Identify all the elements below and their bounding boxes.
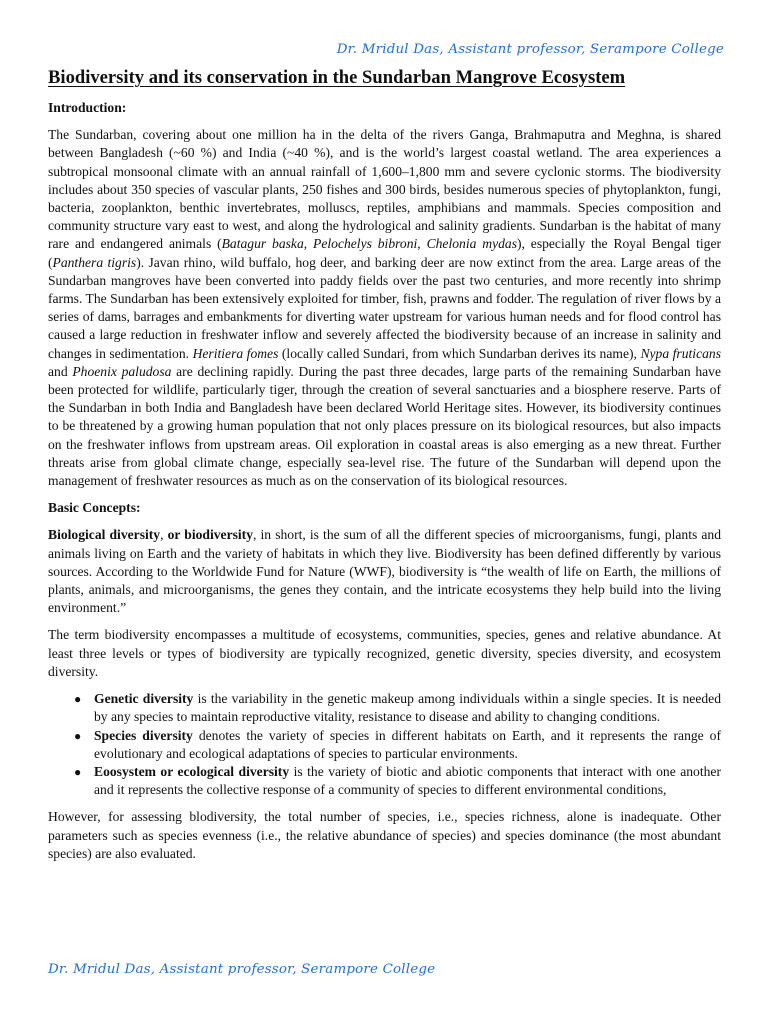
key-term: Eoosystem or ecological diversity	[94, 763, 290, 779]
basic-concepts-heading: Basic Concepts:	[48, 500, 141, 516]
header-author-note: Dr. Mridul Das, Assistant professor, Serampore College	[336, 42, 724, 57]
biodiversity-definition-paragraph: Biological diversity, or biodiversity, in short, is the sum of all the different species of microorganisms, fungi, plants and animals living on Earth and the variety of habitats in which they live. Biodiversity has been defined differently by various sources. According to the Worldwide Fund for Nature (WWF), biodiversity is “the wealth of life on Earth, the millions of plants, animals, and microorganisms, the genes they contain, and the intricate ecosystems they help build into the living environment.”	[48, 527, 721, 616]
species-name: Panthera tigris	[52, 254, 137, 270]
key-term: Genetic diversity	[94, 691, 194, 707]
list-item: ● Species diversity denotes the variety of species in different habitats on Earth, and it represents the range of evolutionary and ecological adaptations of species to particular environments.	[74, 727, 721, 761]
key-term: Species diversity	[94, 727, 193, 743]
assessment-paragraph: However, for assessing blodiversity, the total number of species, i.e., species richness, alone is inadequate. Other parameters such as species evenness (i.e., the relative abundance of species) and species dominance (the most abundant species) are also evaluated.	[48, 809, 721, 861]
bullet-icon: ●	[74, 728, 82, 743]
introduction-paragraph: The Sundarban, covering about one million ha in the delta of the rivers Ganga, Brahmaputra and Meghna, is shared between Bangladesh (~60 %) and India (~40 %), and is the world’s largest coastal wetland. The area experiences a subtropical monsoonal climate with an annual rainfall of 1,600–1,800 mm and severe cyclonic storms. The biodiversity includes about 350 species of vascular plants, 250 fishes and 300 birds, besides numerous species of phytoplankton, fungi, bacteria, zooplankton, benthic invertebrates, molluscs, reptiles, amphibians and mammals. Species composition and community structure vary east to west, and along the hydrological and salinity gradients. Sundarban is the habitat of many rare and endangered animals (Batagur baska, Pelochelys bibroni, Chelonia mydas), especially the Royal Bengal tiger (Panthera tigris). Javan rhino, wild buffalo, hog deer, and barking deer are now extinct from the area. Large areas of the Sundarban mangroves have been converted into paddy fields over the past two centuries, and more recently into shrimp farms. The Sundarban has been extensively exploited for timber, fish, prawns and fodder. The regulation of river flows by a series of dams, barrages and embankments for diverting water upstream for various human needs and for flood control has caused a large reduction in freshwater inflow and severely affected the biodiversity because of an increase in salinity and changes in sedimentation. Heritiera fomes (locally called Sundari, from which Sundarban derives its name), Nypa fruticans and Phoenix paludosa are declining rapidly. During the past three decades, large parts of the remaining Sundarban have been protected for wildlife, particularly tiger, through the creation of several sanctuaries and a biosphere reserve. Parts of the Sundarban in both India and Bangladesh have been declared World Heritage sites. However, its biodiversity continues to be threatened by a growing human population that not only places pressure on its biological resources, but also impacts on the freshwater inflows from upstream areas. Oil exploration in coastal areas is also emerging as a new threat. Further threats arise from global climate change, especially sea-level rise. The future of the Sundarban will depend upon the management of freshwater resources as much as on the conservation of its biological resources.	[48, 127, 722, 489]
key-term: Biological diversity	[48, 527, 161, 543]
list-item: ● Genetic diversity is the variability in the genetic makeup among individuals within a single species. It is needed by any species to maintain reproductive vitality, resistance to disease and ability to changing conditions.	[74, 691, 721, 725]
species-name: Phoenix paludosa	[72, 363, 172, 379]
bullet-icon: ●	[74, 764, 82, 779]
footer-author-note: Dr. Mridul Das, Assistant professor, Serampore College	[48, 962, 436, 977]
document-body	[48, 99, 721, 872]
species-name: Heritiera fomes	[192, 345, 279, 361]
species-name: Pelochelys bibroni	[313, 236, 418, 252]
species-name: Batagur baska	[221, 236, 304, 252]
document-title: Biodiversity and its conservation in the Sundarban Mangrove Ecosystem	[48, 67, 626, 88]
list-item: ● Eoosystem or ecological diversity is the variety of biotic and abiotic components that interact with one another and it represents the collective response of a community of species to different environmental conditions,	[74, 763, 721, 798]
species-name: Chelonia mydas	[426, 236, 517, 252]
species-name: Nypa fruticans	[640, 345, 721, 361]
diversity-types-list	[48, 690, 721, 799]
key-term: or biodiversity	[167, 527, 254, 543]
biodiversity-levels-paragraph: The term biodiversity encompasses a multitude of ecosystems, communities, species, genes and relative abundance. At least three levels or types of biodiversity are typically recognized, genetic diversity, species diversity, and ecosystem diversity.	[48, 627, 721, 679]
introduction-heading: Introduction:	[48, 100, 127, 115]
bullet-icon: ●	[74, 692, 82, 707]
